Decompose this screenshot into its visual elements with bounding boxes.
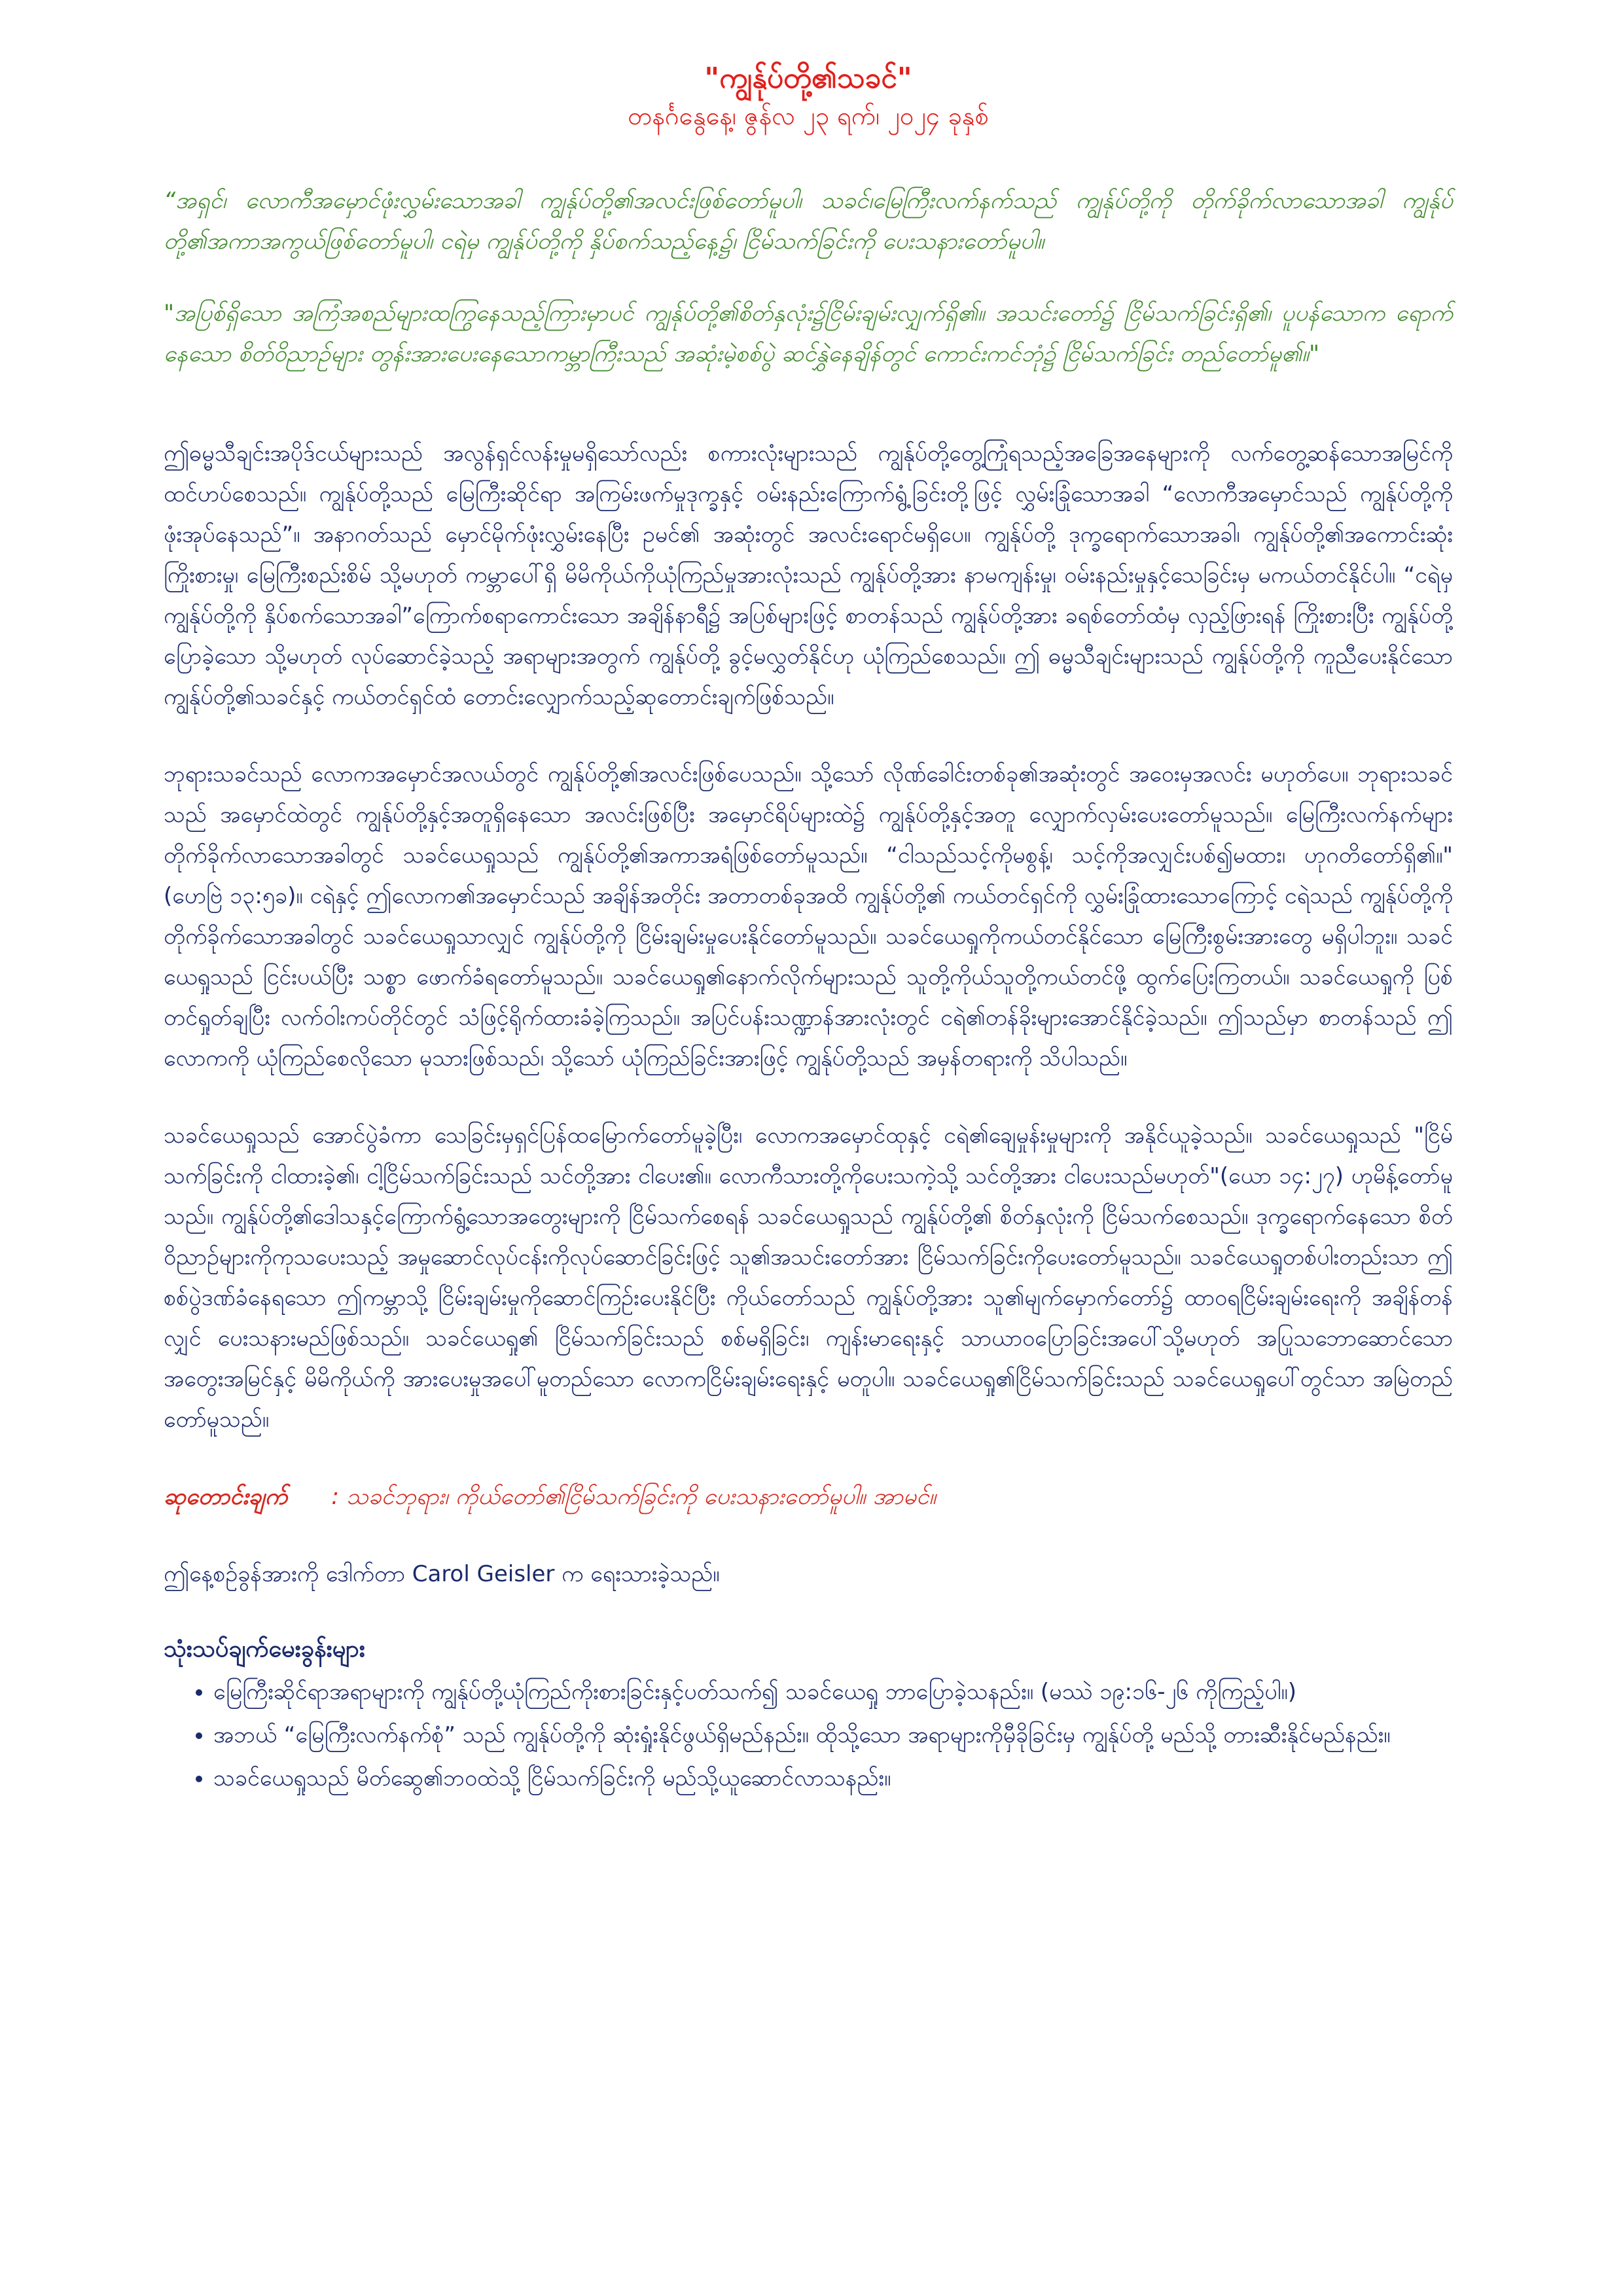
author-line: ဤနေ့စဉ်ခွန်အားကို ဒေါက်တာ Carol Geisler က ရေးသားခဲ့သည်။ [164,1561,720,1587]
body-paragraph-2: ဘုရားသခင်သည် လောကအမှောင်အလယ်တွင် ကျွန်ုပ်တို့၏အလင်းဖြစ်ပေသည်။ သို့သော် လိုဏ်ခေါင်းတစ်ခု၏အဆုံးတွင် အဝေးမှအလင်း မဟုတ်ပေ။ ဘုရားသခင်သည် အမှောင်ထဲတွင် ကျွန်ုပ်တို့နှင့်အတူရှိနေသော အလင်းဖြစ်ပြီး အမှောင်ရိပ်များထဲ၌ ကျွန်ုပ်တို့နှင့်အတူ လျှောက်လှမ်းပေးတော်မူသည်။ မြေကြီးလက်နက်များတိုက်ခိုက်လာသောအခါတွင် သခင်ယေရှုသည် ကျွန်ုပ်တို့၏အကာအရံဖြစ်တော်မူသည်။ “ငါသည်သင့်ကိုမစွန့်၊ သင့်ကိုအလျှင်းပစ်၍မထား၊ ဟုဂတိတော်ရှိ၏။" (ဟေဗြဲ ၁၃:၅ခ)။ ငရဲနှင့် ဤလောက၏အမှောင်သည် အချိန်အတိုင်း အတာတစ်ခုအထိ ကျွန်ုပ်တို့၏ ကယ်တင်ရှင်ကို လွှမ်းခြုံထားသောကြောင့် ငရဲသည် ကျွန်ုပ်တို့ကို တိုက်ခိုက်သောအခါတွင် သခင်ယေရှုသာလျှင် ကျွန်ုပ်တို့ကို ငြိမ်းချမ်းမှုပေးနိုင်တော်မူသည်။ သခင်ယေရှုကိုကယ်တင်နိုင်သော မြေကြီးစွမ်းအားတွေ မရှိပါဘူး။ သခင်ယေရှုသည် ငြင်းပယ်ပြီး သစ္စာ ဖောက်ခံရတော်မူသည်။ သခင်ယေရှု၏နောက်လိုက်များသည် သူတို့ကိုယ်သူတို့ကယ်တင်ဖို့ ထွက်ပြေးကြတယ်။ သခင်ယေရှုကို ပြစ်တင်ရှုတ်ချပြီး လက်ဝါးကပ်တိုင်တွင် သံဖြင့်ရိုက်ထားခံခဲ့ကြသည်။ အပြင်ပန်းသဏ္ဍာန်အားလုံးတွင် ငရဲ၏တန်ခိုးများအောင်နိုင်ခဲ့သည်။ ဤသည်မှာ စာတန်သည် ဤလောကကို ယုံကြည်စေလိုသော မုသားဖြစ်သည်၊ သို့သော် ယုံကြည်ခြင်းအားဖြင့် ကျွန်ုပ်တို့သည် အမှန်တရားကို သိပါသည်။ [164,761,1453,1071]
prayer-label: ဆုတောင်းချက် [164,1484,288,1510]
question-item: • အဘယ် “မြေကြီးလက်နက်စုံ” သည် ကျွန်ုပ်တို့ကို ဆုံးရှုံးနိုင်ဖွယ်ရှိမည်နည်း။ ထိုသို့သော အရာများကိုမှီခိုခြင်းမှ ကျွန်ုပ်တို့ မည်သို့ တားဆီးနိုင်မည်နည်း။ [213,1715,1453,1755]
questions-heading: သုံးသပ်ချက်မေးခွန်းများ [164,1636,365,1662]
prayer-line [164,1477,1453,1517]
page-title: "ကျွန်ုပ်တို့၏သခင်" [704,62,912,95]
prayer-text: : သခင်ဘုရား၊ ကိုယ်တော်၏ငြိမ်သက်ခြင်းကို ပေးသနားတော်မူပါ။ အာမင်။ [331,1484,936,1510]
hymn-verse-2: "အပြစ်ရှိသော အကြံအစည်များထကြွနေသည့်ကြားမှာပင် ကျွန်ုပ်တို့၏စိတ်နှလုံး၌ငြိမ်းချမ်းလျှက်ရှိ၏။ အသင်းတော်၌ ငြိမ်သက်ခြင်းရှိ၏၊ ပူပန်သောက ရောက်နေသော စိတ်ဝိညာဉ်များ တွန်းအားပေးနေသောကမ္ဘာကြီးသည် အဆုံးမဲ့စစ်ပွဲ ဆင်နွှဲနေချိန်တွင် ကောင်းကင်ဘုံ၌ ငြိမ်သက်ခြင်း တည်တော်မူ၏။" [164,300,1453,367]
question-item: • မြေကြီးဆိုင်ရာအရာများကို ကျွန်ုပ်တို့ယုံကြည်ကိုးစားခြင်းနှင့်ပတ်သက်၍ သခင်ယေရှု ဘာပြောခဲ့သနည်း။ (မဿဲ ၁၉:၁၆-၂၆ ကိုကြည့်ပါ။) [213,1672,1453,1712]
questions-list [164,1672,1453,1799]
devotional-page [164,59,1453,1801]
body-paragraph-3: သခင်ယေရှုသည် အောင်ပွဲခံကာ သေခြင်းမှရှင်ပြန်ထမြောက်တော်မူခဲ့ပြီး၊ လောကအမှောင်ထုနှင့် ငရဲ၏ချေမှုန်းမှုများကို အနိုင်ယူခဲ့သည်။ သခင်ယေရှုသည် "ငြိမ်သက်ခြင်းကို ငါထားခဲ့၏၊ ငါ့ငြိမ်သက်ခြင်းသည် သင်တို့အား ငါပေး၏။ လောကီသားတို့ကိုပေးသကဲ့သို့ သင်တို့အား ငါပေးသည်မဟုတ်"(ယော ၁၄:၂၇) ဟုမိန့်တော်မူသည်။ ကျွန်ုပ်တို့၏ဒေါသနှင့်ကြောက်ရွံ့သောအတွေးများကို ငြိမ်သက်စေရန် သခင်ယေရှုသည် ကျွန်ုပ်တို့၏ စိတ်နှလုံးကို ငြိမ်သက်စေသည်။ ဒုက္ခရောက်နေသော စိတ်ဝိညာဉ်များကိုကုသပေးသည့် အမှုဆောင်လုပ်ငန်းကိုလုပ်ဆောင်ခြင်းဖြင့် သူ၏အသင်းတော်အား ငြိမ်သက်ခြင်းကိုပေးတော်မူသည်။ သခင်ယေရှုတစ်ပါးတည်းသာ ဤစစ်ပွဲဒဏ်ခံနေရသော ဤကမ္ဘာသို့ ငြိမ်းချမ်းမှုကိုဆောင်ကြဉ်းပေးနိုင်ပြီး ကိုယ်တော်သည် ကျွန်ုပ်တို့အား သူ၏မျက်မှောက်တော်၌ ထာဝရငြိမ်းချမ်းရေးကို အချိန်တန်လျှင် ပေးသနားမည်ဖြစ်သည်။ သခင်ယေရှု၏ ငြိမ်သက်ခြင်းသည် စစ်မရှိခြင်း၊ ကျန်းမာရေးနှင့် သာယာဝပြောခြင်းအပေါ်သို့မဟုတ် အပြုသဘောဆောင်သော အတွေးအမြင်နှင့် မိမိကိုယ်ကို အားပေးမှုအပေါ်မူတည်သော လောကငြိမ်းချမ်းရေးနှင့် မတူပါ။ သခင်ယေရှု၏ငြိမ်သက်ခြင်းသည် သခင်ယေရှုပေါ်တွင်သာ အမြဲတည်တော်မူသည်။ [164,1122,1453,1433]
date-line: တနင်္ဂနွေနေ့၊ ဇွန်လ ၂၃ ရက်၊ ၂၀၂၄ ခုနှစ် [628,101,989,130]
body-paragraph-1: ဤဓမ္မသီချင်းအပိုဒ်ငယ်များသည် အလွန်ရှင်လန်းမှုမရှိသော်လည်း စကားလုံးများသည် ကျွန်ုပ်တို့တွေ့ကြုံရသည့်အခြေအနေများကို လက်တွေ့ဆန်သောအမြင်ကို ထင်ဟပ်စေသည်။ ကျွန်ုပ်တို့သည် မြေကြီးဆိုင်ရာ အကြမ်းဖက်မှုဒုက္ခနှင့် ဝမ်းနည်းကြောက်ရွံ့ခြင်းတို့ဖြင့် လွှမ်းခြုံသောအခါ “လောကီအမှောင်သည် ကျွန်ုပ်တို့ကို ဖုံးအုပ်နေသည်”။ အနာဂတ်သည် မှောင်မိုက်ဖုံးလွှမ်းနေပြီး ဥမင်၏ အဆုံးတွင် အလင်းရောင်မရှိပေ။ ကျွန်ုပ်တို့ ဒုက္ခရောက်သောအခါ၊ ကျွန်ုပ်တို့၏အကောင်းဆုံးကြိုးစားမှု၊ မြေကြီးစည်းစိမ် သို့မဟုတ် ကမ္ဘာပေါ်ရှိ မိမိကိုယ်ကိုယုံကြည်မှုအားလုံးသည် ကျွန်ုပ်တို့အား နာမကျန်းမှု၊ ဝမ်းနည်းမှုနှင့်သေခြင်းမှ မကယ်တင်နိုင်ပါ။ “ငရဲမှကျွန်ုပ်တို့ကို နှိပ်စက်သောအခါ”ကြောက်စရာကောင်းသော အချိန်နာရီ၌ အပြစ်များဖြင့် စာတန်သည် ကျွန်ုပ်တို့အား ခရစ်တော်ထံမှ လှည့်ဖြားရန် ကြိုးစားပြီး ကျွန်ုပ်တို့ပြောခဲ့သော သို့မဟုတ် လုပ်ဆောင်ခဲ့သည့် အရာများအတွက် ကျွန်ုပ်တို့ ခွင့်မလွှတ်နိုင်ဟု ယုံကြည်စေသည်။ ဤ ဓမ္မသီချင်းများသည် ကျွန်ုပ်တို့ကို ကူညီပေးနိုင်သောကျွန်ုပ်တို့၏သခင်နှင့် ကယ်တင်ရှင်ထံ တောင်းလျှောက်သည့်ဆုတောင်းချက်ဖြစ်သည်။ [164,440,1454,710]
question-item: • သခင်ယေရှုသည် မိတ်ဆွေ၏ဘဝထဲသို့ ငြိမ်သက်ခြင်းကို မည်သို့ယူဆောင်လာသနည်း။ [213,1758,1453,1799]
hymn-verse-1: “အရှင်၊ လောကီအမှောင်ဖုံးလွှမ်းသောအခါ ကျွန်ုပ်တို့၏အလင်းဖြစ်တော်မူပါ၊ သခင်၊မြေကြီးလက်နက်သည် ကျွန်ုပ်တို့ကို တိုက်ခိုက်လာသောအခါ ကျွန်ုပ်တို့၏အကာအကွယ်ဖြစ်တော်မူပါ၊ ငရဲမှ ကျွန်ုပ်တို့ကို နှိပ်စက်သည့်နေ့၌၊ ငြိမ်သက်ခြင်းကို ပေးသနားတော်မူပါ။ [164,188,1453,255]
